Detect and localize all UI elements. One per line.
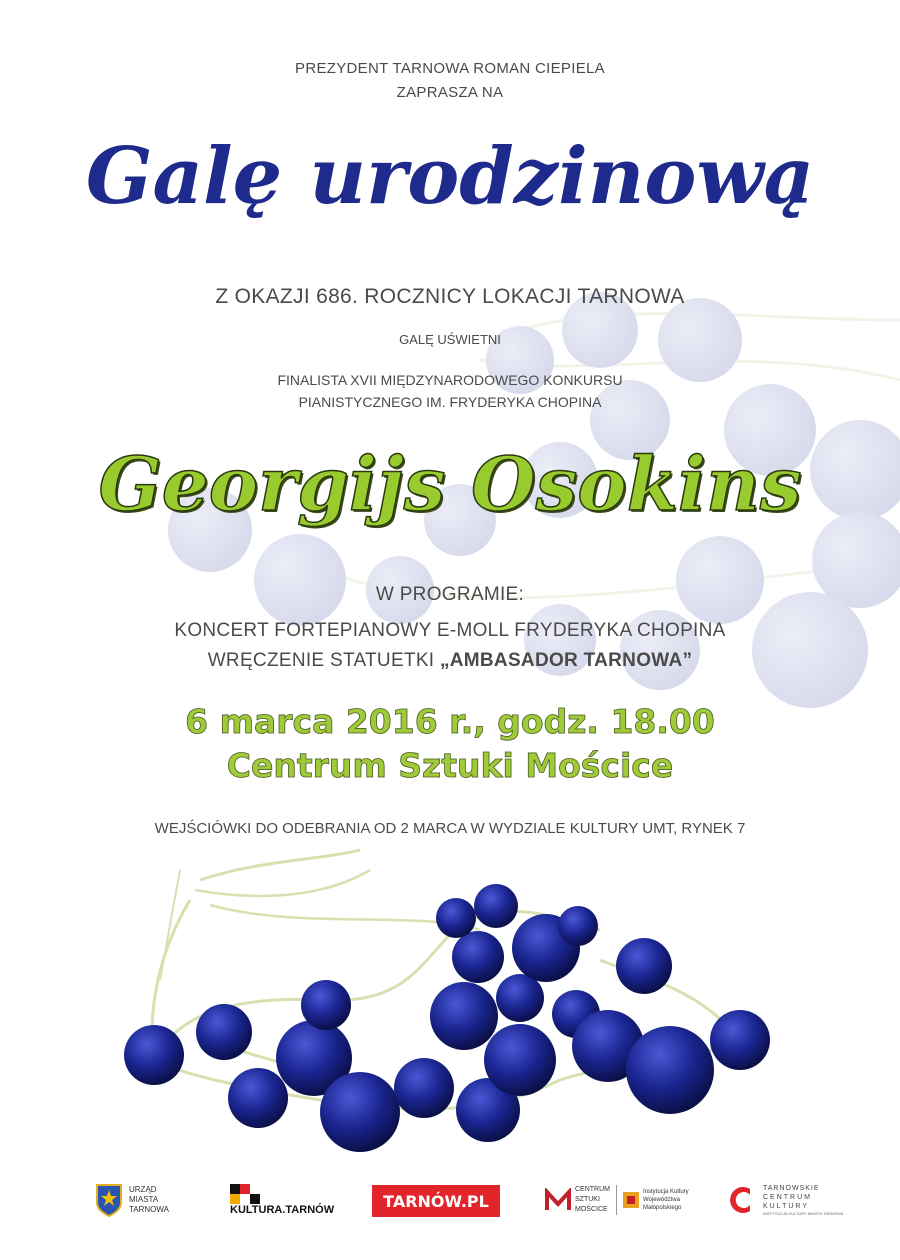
tck-label-3: KULTURY (763, 1202, 810, 1210)
instytucja-label-3: Małopolskiego (643, 1205, 682, 1211)
csm-label-2: SZTUKI (575, 1196, 600, 1203)
finalist-line-1: FINALISTA XVII MIĘDZYNARODOWEGO KONKURSU (277, 372, 623, 388)
logo-centrum-sztuki-moscice (545, 1175, 689, 1225)
tck-crescent-icon (728, 1185, 758, 1215)
program-item-award-prefix: WRĘCZENIE STATUETKI (207, 650, 440, 671)
sponsor-logos-bar (0, 1175, 900, 1235)
tck-label-2: CENTRUM (763, 1193, 812, 1201)
program-item-award-bold: „AMBASADOR TARNOWA” (439, 650, 693, 671)
tickets-info: WEJŚCIÓWKI DO ODEBRANIA OD 2 MARCA W WYDZIALE KULTURY UMT, RYNEK 7 (154, 820, 746, 837)
program-item-concert: KONCERT FORTEPIANOWY E-MOLL FRYDERYKA CHOPINA (174, 620, 726, 641)
csm-label-3: MOŚCICE (575, 1206, 608, 1213)
program-item-award (0, 650, 900, 672)
occasion-line: Z OKAZJI 686. ROCZNICY LOKACJI TARNOWA (215, 285, 685, 308)
program-heading: W PROGRAMIE: (375, 584, 525, 605)
invite-line-2: ZAPRASZA NA (396, 84, 504, 101)
event-date-time: 6 marca 2016 r., godz. 18.00 (185, 702, 715, 741)
tarnow-pl-label: TARNÓW.PL (383, 1191, 489, 1211)
logo-tarnow-pl (372, 1185, 500, 1217)
logo-kultura-tarnow (230, 1175, 334, 1225)
umt-label-1: URZĄD (129, 1185, 157, 1194)
csm-m-icon (545, 1188, 571, 1212)
bead-necklace-image (124, 850, 770, 1152)
tck-sub-label: INSTYTUCJA KULTURY MIASTA TARNOWA (763, 1210, 844, 1216)
honored-by-line: GALĘ UŚWIETNI (399, 332, 501, 347)
instytucja-label-2: Województwa (643, 1197, 680, 1203)
kultura-label: KULTURA.TARNÓW (230, 1204, 335, 1216)
umt-label-3: TARNOWA (129, 1205, 169, 1214)
event-title: Galę urodzinową (85, 131, 815, 222)
logo-tarnowskie-centrum-kultury (728, 1175, 843, 1225)
umt-label-2: MIASTA (129, 1195, 159, 1204)
invite-line-1: PREZYDENT TARNOWA ROMAN CIEPIELA (295, 60, 605, 77)
kultura-squares-icon (230, 1184, 262, 1204)
logo-urzad-miasta-tarnowa (95, 1175, 169, 1225)
tck-label-1: TARNOWSKIE (763, 1184, 820, 1192)
artist-name: Georgijs Osokins (98, 442, 802, 528)
event-venue: Centrum Sztuki Mościce (226, 746, 674, 785)
malopolska-icon (623, 1192, 639, 1208)
tarnow-crest-icon (95, 1183, 123, 1217)
csm-label-1: CENTRUM (575, 1186, 610, 1193)
finalist-line-2: PIANISTYCZNEGO IM. FRYDERYKA CHOPINA (298, 394, 602, 410)
instytucja-label-1: Instytucja Kultury (643, 1189, 689, 1195)
